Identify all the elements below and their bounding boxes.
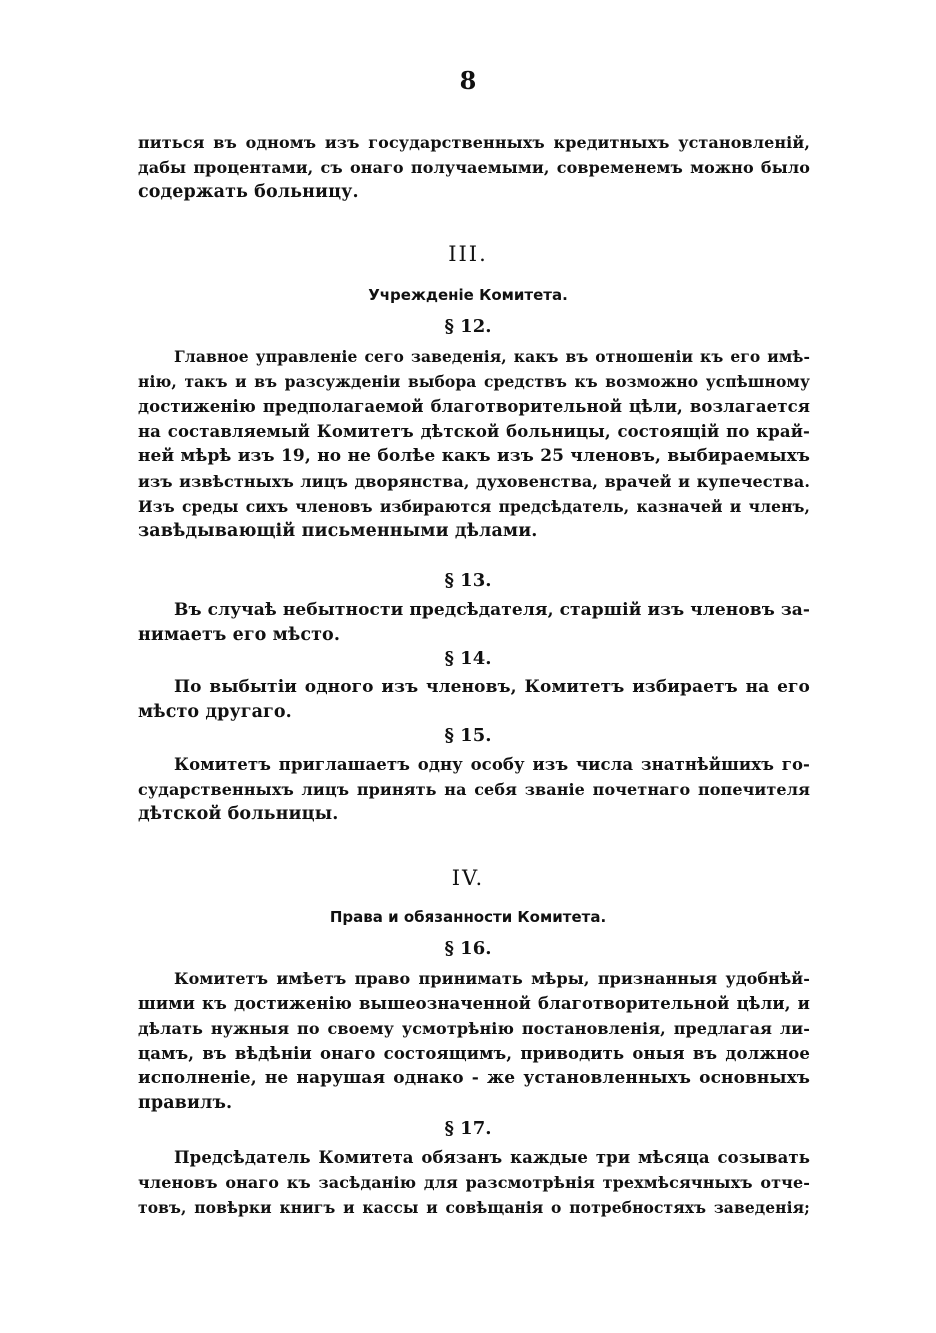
paragraph-12-number: § 12. [444,316,492,337]
paragraph-15-number: § 15. [444,725,492,746]
paragraph-17-line: членовъ онаго къ засѣданію для разсмотрѣнія трехмѣсячныхъ отче- [138,1173,810,1192]
paragraph-15-line: дѣтской больницы. [138,804,339,824]
section-4-numeral: IV. [451,866,485,890]
paragraph-13-line: нимаетъ его мѣсто. [138,625,341,645]
paragraph-12-line: Главное управленіе сего заведенія, какъ въ отношеніи къ его имѣ- [174,347,810,366]
intro-line: питься въ одномъ изъ государственныхъ кредитныхъ установленій, [138,133,810,152]
paragraph-16 [138,966,810,1116]
paragraph-15 [138,752,810,827]
paragraph-12-line: изъ извѣстныхъ лицъ дворянства, духовенства, врачей и купечества. [138,472,810,491]
paragraph-17-number: § 17. [444,1118,492,1139]
paragraph-13 [138,598,810,648]
paragraph-12-line: на составляемый Комитетъ дѣтской больницы, состоящій по край- [138,422,810,441]
paragraph-14 [138,675,810,725]
intro-line: дабы процентами, съ онаго получаемыми, современемъ можно было [138,158,810,177]
paragraph-12-line: ней мѣрѣ изъ 19, но не болѣе какъ изъ 25 членовъ, выбираемыхъ [138,446,810,466]
paragraph-15-line: Комитетъ приглашаетъ одну особу изъ числа знатнѣйшихъ го- [174,755,810,774]
paragraph-12-line: нію, такъ и въ разсужденіи выбора средствъ къ возможно успѣшному [138,372,810,391]
paragraph-12-line: завѣдывающій письменными дѣлами. [138,521,538,541]
paragraph-16-line: исполненіе, не нарушая однако - же установленныхъ основныхъ [138,1068,810,1088]
paragraph-15-line: сударственныхъ лицъ принять на себя званіе почетнаго попечителя [138,780,810,799]
paragraph-12-line: Изъ среды сихъ членовъ избираются предсѣдатель, казначей и членъ, [138,497,810,516]
paragraph-12-line: достиженію предполагаемой благотворительной цѣли, возлагается [138,397,810,416]
paragraph-16-line: Комитетъ имѣетъ право принимать мѣры, признанныя удобнѣй- [174,969,810,988]
paragraph-16-number: § 16. [444,938,492,959]
paragraph-14-line: По выбытіи одного изъ членовъ, Комитетъ избираетъ на его [174,677,810,697]
intro-line: содержать больницу. [138,182,359,202]
paragraph-16-line: дѣлать нужныя по своему усмотрѣнію постановленія, предлагая ли- [138,1019,810,1038]
paragraph-14-number: § 14. [444,648,492,669]
paragraph-12 [138,344,810,544]
section-4-title: Права и обязанности Комитета. [329,908,607,926]
paragraph-17-line: товъ, повѣрки книгъ и кассы и совѣщанія о потребностяхъ заведенія; [138,1198,810,1217]
paragraph-16-line: цамъ, въ вѣдѣніи онаго состоящимъ, приводить оныя въ должное [138,1044,810,1063]
paragraph-13-line: Въ случаѣ небытности предсѣдателя, старшій изъ членовъ за- [174,600,811,620]
paragraph-14-line: мѣсто другаго. [138,702,292,722]
paragraph-17-line: Предсѣдатель Комитета обязанъ каждые три мѣсяца созывать [174,1148,810,1167]
paragraph-17 [138,1145,810,1220]
paragraph-13-number: § 13. [444,570,492,591]
section-3-title: Учрежденіе Комитета. [368,286,568,304]
paragraph-16-line: правилъ. [138,1093,233,1113]
intro-paragraph [138,130,810,205]
section-3-numeral: III. [448,242,488,266]
paragraph-16-line: шими къ достиженію вышеозначенной благотворительной цѣли, и [138,994,810,1013]
page-number: 8 [459,66,477,95]
